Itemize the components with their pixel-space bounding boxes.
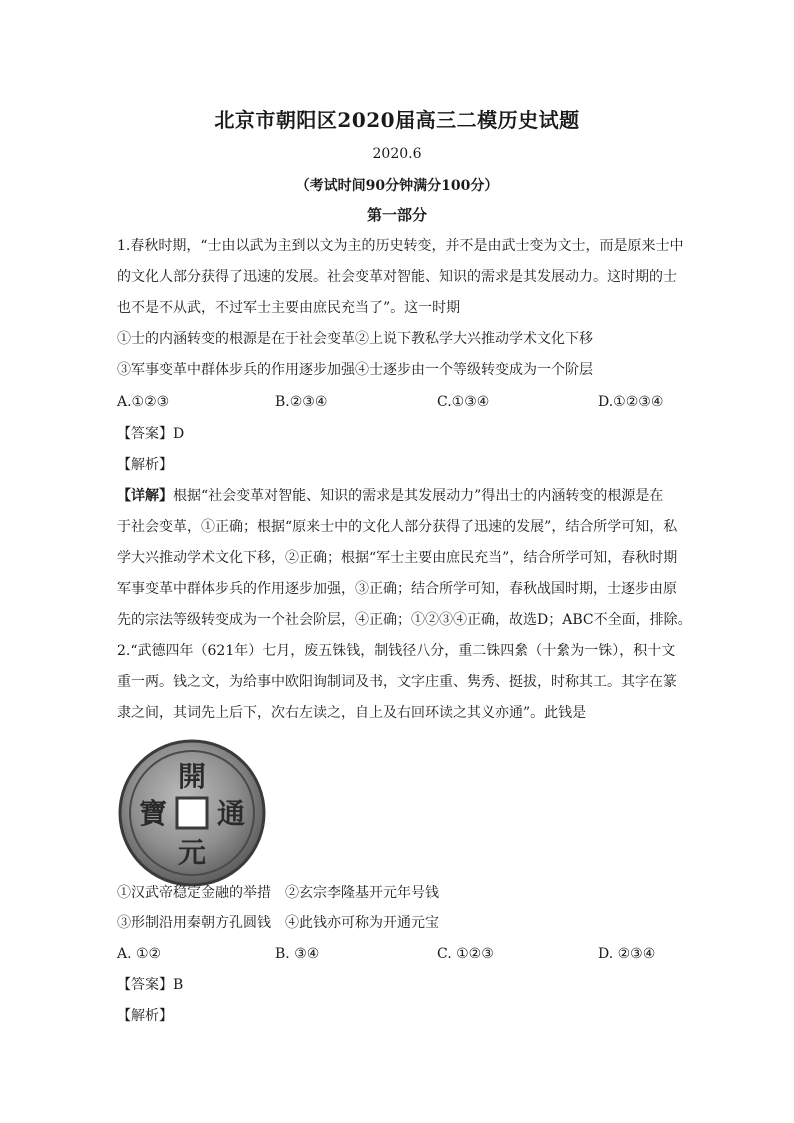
q2-option-b: B. ③④	[275, 946, 320, 962]
kaiyuan-coin-illustration	[117, 738, 267, 888]
q2-analysis-label: 【解析】	[117, 1008, 173, 1024]
q1-detail-line-4: 军事变革中群体步兵的作用逐步加强，③正确；结合所学可知，春秋战国时期，士逐步由原	[117, 581, 677, 597]
q1-option-d: D.①②③④	[598, 394, 664, 410]
q1-answer: 【答案】D	[117, 426, 185, 442]
page-title: 北京市朝阳区2020届高三二模历史试题	[214, 108, 580, 132]
exam-date: 2020.6	[372, 146, 422, 162]
q1-detail-line-2: 于社会变革，①正确；根据“原来士中的文化人部分获得了迅速的发展”，结合所学可知，私	[117, 519, 678, 535]
q1-detail-line-3: 学大兴推动学术文化下移，②正确；根据“军士主要由庶民充当”，结合所学可知，春秋时期	[117, 550, 678, 566]
q1-option-c: C.①③④	[437, 394, 490, 410]
q1-detail-label: 【详解】	[117, 488, 173, 504]
coin-char-top: 開	[177, 760, 207, 793]
q2-stem-line-3: 隶之间，其词先上后下，次右左读之，自上及右回环读之其义亦通”。此钱是	[117, 705, 587, 721]
coin-char-bottom: 元	[177, 836, 207, 869]
q1-analysis-label: 【解析】	[117, 457, 173, 473]
q1-detail-line-5: 先的宗法等级转变成为一个社会阶层，④正确；①②③④正确，故选D；ABC不全面，排除。	[117, 612, 692, 628]
q2-option-a: A. ①②	[117, 946, 162, 962]
coin-char-left: 寶	[138, 797, 168, 830]
coin-image	[117, 738, 267, 888]
q2-stem-line-2: 重一两。钱之文，为给事中欧阳询制词及书，文字庄重、隽秀、挺拔，时称其工。其字在篆	[117, 674, 677, 690]
q1-statement-2: ③军事变革中群体步兵的作用逐步加强④士逐步由一个等级转变成为一个阶层	[117, 362, 593, 378]
q2-stem-line-1: 2.“武德四年（621年）七月，废五铢钱，制钱径八分，重二铢四絫（十絫为一铢），积十文	[117, 643, 676, 659]
exam-time-info: （考试时间90分钟满分100分）	[295, 178, 499, 194]
coin-square-hole	[177, 798, 207, 828]
section-heading: 第一部分	[366, 206, 427, 224]
q1-statement-1: ①士的内涵转变的根源是在于社会变革②上说下教私学大兴推动学术文化下移	[117, 331, 593, 347]
q1-stem-line-2: 的文化人部分获得了迅速的发展。社会变革对智能、知识的需求是其发展动力。这时期的士	[117, 269, 677, 285]
q2-option-d: D. ②③④	[598, 946, 656, 962]
q2-answer: 【答案】B	[117, 977, 184, 993]
q2-statement-1: ①汉武帝稳定金融的举措 ②玄宗李隆基开元年号钱	[117, 885, 439, 901]
q1-option-a: A.①②③	[117, 394, 170, 410]
q2-statement-2: ③形制沿用秦朝方孔圆钱 ④此钱亦可称为开通元宝	[117, 915, 439, 931]
q1-stem-line-3: 也不是不从武，不过军士主要由庶民充当了”。这一时期	[117, 300, 461, 316]
coin-char-right: 通	[216, 797, 246, 830]
q1-option-b: B.②③④	[275, 394, 328, 410]
q1-detail-line-1	[117, 486, 677, 506]
q1-detail-text-1: 根据“社会变革对智能、知识的需求是其发展动力”得出士的内涵转变的根源是在	[173, 488, 664, 504]
q1-stem-line-1: 1.春秋时期，“士由以武为主到以文为主的历史转变，并不是由武士变为文士，而是原来士中	[117, 238, 684, 254]
q2-option-c: C. ①②③	[437, 946, 494, 962]
